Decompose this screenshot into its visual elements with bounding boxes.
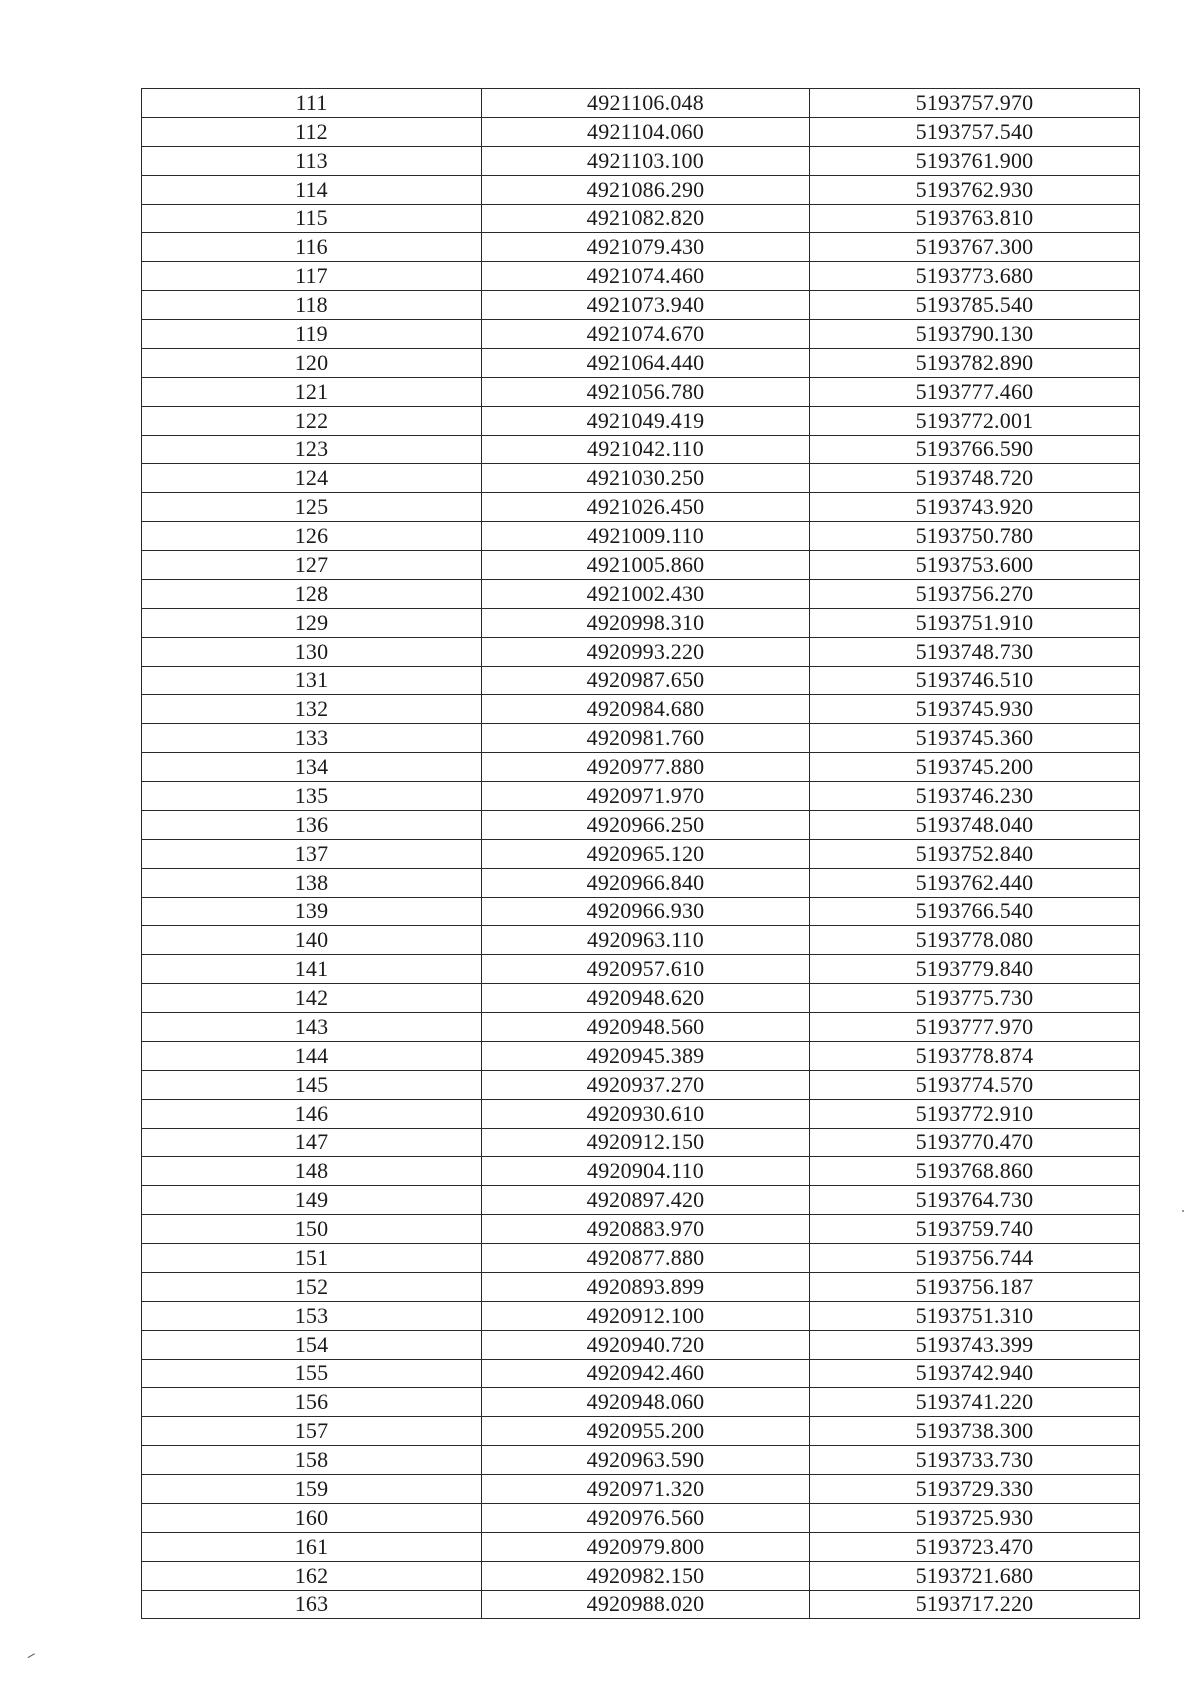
x-coordinate-cell: 4920940.720 — [482, 1330, 810, 1359]
table-row — [142, 1532, 1140, 1561]
table-row — [142, 89, 1140, 118]
point-number-cell: 158 — [142, 1446, 482, 1475]
point-number-cell: 120 — [142, 348, 482, 377]
point-number-cell: 152 — [142, 1272, 482, 1301]
x-coordinate-cell: 4921005.860 — [482, 551, 810, 580]
x-coordinate-cell: 4920912.100 — [482, 1301, 810, 1330]
x-coordinate-cell: 4921049.419 — [482, 406, 810, 435]
table-row — [142, 1041, 1140, 1070]
y-coordinate-cell: 5193752.840 — [810, 839, 1140, 868]
x-coordinate-cell: 4920979.800 — [482, 1532, 810, 1561]
y-coordinate-cell: 5193723.470 — [810, 1532, 1140, 1561]
x-coordinate-cell: 4921106.048 — [482, 89, 810, 118]
x-coordinate-cell: 4920993.220 — [482, 637, 810, 666]
y-coordinate-cell: 5193721.680 — [810, 1561, 1140, 1590]
y-coordinate-cell: 5193777.970 — [810, 1013, 1140, 1042]
table-row — [142, 1417, 1140, 1446]
point-number-cell: 130 — [142, 637, 482, 666]
y-coordinate-cell: 5193746.510 — [810, 666, 1140, 695]
point-number-cell: 154 — [142, 1330, 482, 1359]
y-coordinate-cell: 5193733.730 — [810, 1446, 1140, 1475]
table-row — [142, 1301, 1140, 1330]
table-row — [142, 608, 1140, 637]
y-coordinate-cell: 5193790.130 — [810, 320, 1140, 349]
point-number-cell: 150 — [142, 1215, 482, 1244]
y-coordinate-cell: 5193748.730 — [810, 637, 1140, 666]
x-coordinate-cell: 4921074.670 — [482, 320, 810, 349]
y-coordinate-cell: 5193748.720 — [810, 464, 1140, 493]
table-row — [142, 320, 1140, 349]
point-number-cell: 157 — [142, 1417, 482, 1446]
x-coordinate-cell: 4920987.650 — [482, 666, 810, 695]
y-coordinate-cell: 5193782.890 — [810, 348, 1140, 377]
x-coordinate-cell: 4920971.320 — [482, 1475, 810, 1504]
point-number-cell: 141 — [142, 955, 482, 984]
x-coordinate-cell: 4921073.940 — [482, 291, 810, 320]
y-coordinate-cell: 5193746.230 — [810, 782, 1140, 811]
point-number-cell: 147 — [142, 1128, 482, 1157]
point-number-cell: 116 — [142, 233, 482, 262]
table-row — [142, 1503, 1140, 1532]
table-row — [142, 493, 1140, 522]
x-coordinate-cell: 4920948.560 — [482, 1013, 810, 1042]
point-number-cell: 162 — [142, 1561, 482, 1590]
table-row — [142, 117, 1140, 146]
y-coordinate-cell: 5193717.220 — [810, 1590, 1140, 1619]
point-number-cell: 115 — [142, 204, 482, 233]
x-coordinate-cell: 4920937.270 — [482, 1070, 810, 1099]
x-coordinate-cell: 4920942.460 — [482, 1359, 810, 1388]
point-number-cell: 149 — [142, 1186, 482, 1215]
point-number-cell: 125 — [142, 493, 482, 522]
table-row — [142, 926, 1140, 955]
table-row — [142, 579, 1140, 608]
point-number-cell: 133 — [142, 724, 482, 753]
y-coordinate-cell: 5193751.310 — [810, 1301, 1140, 1330]
y-coordinate-cell: 5193762.440 — [810, 868, 1140, 897]
x-coordinate-cell: 4920965.120 — [482, 839, 810, 868]
table-row — [142, 1590, 1140, 1619]
table-row — [142, 839, 1140, 868]
x-coordinate-cell: 4921103.100 — [482, 146, 810, 175]
y-coordinate-cell: 5193756.744 — [810, 1244, 1140, 1273]
y-coordinate-cell: 5193778.874 — [810, 1041, 1140, 1070]
x-coordinate-cell: 4920982.150 — [482, 1561, 810, 1590]
point-number-cell: 134 — [142, 753, 482, 782]
x-coordinate-cell: 4921056.780 — [482, 377, 810, 406]
table-row — [142, 724, 1140, 753]
y-coordinate-cell: 5193742.940 — [810, 1359, 1140, 1388]
point-number-cell: 129 — [142, 608, 482, 637]
x-coordinate-cell: 4920988.020 — [482, 1590, 810, 1619]
point-number-cell: 119 — [142, 320, 482, 349]
table-row — [142, 1215, 1140, 1244]
table-row — [142, 1561, 1140, 1590]
point-number-cell: 139 — [142, 897, 482, 926]
x-coordinate-cell: 4921086.290 — [482, 175, 810, 204]
point-number-cell: 122 — [142, 406, 482, 435]
x-coordinate-cell: 4920977.880 — [482, 753, 810, 782]
table-row — [142, 666, 1140, 695]
point-number-cell: 146 — [142, 1099, 482, 1128]
y-coordinate-cell: 5193770.470 — [810, 1128, 1140, 1157]
y-coordinate-cell: 5193773.680 — [810, 262, 1140, 291]
x-coordinate-cell: 4920971.970 — [482, 782, 810, 811]
table-row — [142, 897, 1140, 926]
y-coordinate-cell: 5193768.860 — [810, 1157, 1140, 1186]
point-number-cell: 145 — [142, 1070, 482, 1099]
x-coordinate-cell: 4920877.880 — [482, 1244, 810, 1273]
y-coordinate-cell: 5193766.540 — [810, 897, 1140, 926]
table-row — [142, 146, 1140, 175]
point-number-cell: 111 — [142, 89, 482, 118]
table-row — [142, 984, 1140, 1013]
point-number-cell: 148 — [142, 1157, 482, 1186]
table-row — [142, 348, 1140, 377]
point-number-cell: 144 — [142, 1041, 482, 1070]
table-row — [142, 1244, 1140, 1273]
table-row — [142, 1272, 1140, 1301]
y-coordinate-cell: 5193741.220 — [810, 1388, 1140, 1417]
y-coordinate-cell: 5193756.187 — [810, 1272, 1140, 1301]
point-number-cell: 121 — [142, 377, 482, 406]
table-row — [142, 175, 1140, 204]
y-coordinate-cell: 5193775.730 — [810, 984, 1140, 1013]
table-row — [142, 233, 1140, 262]
y-coordinate-cell: 5193762.930 — [810, 175, 1140, 204]
table-row — [142, 1186, 1140, 1215]
x-coordinate-cell: 4920998.310 — [482, 608, 810, 637]
x-coordinate-cell: 4921082.820 — [482, 204, 810, 233]
point-number-cell: 131 — [142, 666, 482, 695]
y-coordinate-cell: 5193753.600 — [810, 551, 1140, 580]
point-number-cell: 127 — [142, 551, 482, 580]
point-number-cell: 140 — [142, 926, 482, 955]
x-coordinate-cell: 4921074.460 — [482, 262, 810, 291]
table-row — [142, 1099, 1140, 1128]
x-coordinate-cell: 4920948.060 — [482, 1388, 810, 1417]
scan-artifact-mark — [28, 1653, 37, 1660]
table-row — [142, 1475, 1140, 1504]
y-coordinate-cell: 5193763.810 — [810, 204, 1140, 233]
point-number-cell: 128 — [142, 579, 482, 608]
point-number-cell: 138 — [142, 868, 482, 897]
x-coordinate-cell: 4920897.420 — [482, 1186, 810, 1215]
table-row — [142, 955, 1140, 984]
x-coordinate-cell: 4920893.899 — [482, 1272, 810, 1301]
y-coordinate-cell: 5193738.300 — [810, 1417, 1140, 1446]
x-coordinate-cell: 4920984.680 — [482, 695, 810, 724]
x-coordinate-cell: 4921079.430 — [482, 233, 810, 262]
coordinates-table — [141, 88, 1140, 1619]
y-coordinate-cell: 5193764.730 — [810, 1186, 1140, 1215]
x-coordinate-cell: 4920966.250 — [482, 810, 810, 839]
table-row — [142, 753, 1140, 782]
point-number-cell: 155 — [142, 1359, 482, 1388]
point-number-cell: 163 — [142, 1590, 482, 1619]
table-row — [142, 1446, 1140, 1475]
point-number-cell: 136 — [142, 810, 482, 839]
y-coordinate-cell: 5193759.740 — [810, 1215, 1140, 1244]
x-coordinate-cell: 4920945.389 — [482, 1041, 810, 1070]
table-row — [142, 1330, 1140, 1359]
x-coordinate-cell: 4920957.610 — [482, 955, 810, 984]
table-row — [142, 377, 1140, 406]
point-number-cell: 142 — [142, 984, 482, 1013]
x-coordinate-cell: 4921009.110 — [482, 522, 810, 551]
x-coordinate-cell: 4920966.930 — [482, 897, 810, 926]
y-coordinate-cell: 5193778.080 — [810, 926, 1140, 955]
point-number-cell: 132 — [142, 695, 482, 724]
point-number-cell: 112 — [142, 117, 482, 146]
y-coordinate-cell: 5193757.540 — [810, 117, 1140, 146]
point-number-cell: 124 — [142, 464, 482, 493]
x-coordinate-cell: 4920976.560 — [482, 1503, 810, 1532]
point-number-cell: 161 — [142, 1532, 482, 1561]
point-number-cell: 113 — [142, 146, 482, 175]
y-coordinate-cell: 5193772.910 — [810, 1099, 1140, 1128]
table-row — [142, 695, 1140, 724]
x-coordinate-cell: 4920930.610 — [482, 1099, 810, 1128]
table-row — [142, 262, 1140, 291]
table-row — [142, 1128, 1140, 1157]
x-coordinate-cell: 4921042.110 — [482, 435, 810, 464]
y-coordinate-cell: 5193743.920 — [810, 493, 1140, 522]
y-coordinate-cell: 5193757.970 — [810, 89, 1140, 118]
table-row — [142, 204, 1140, 233]
table-row — [142, 810, 1140, 839]
y-coordinate-cell: 5193745.360 — [810, 724, 1140, 753]
x-coordinate-cell: 4921026.450 — [482, 493, 810, 522]
table-row — [142, 637, 1140, 666]
y-coordinate-cell: 5193767.300 — [810, 233, 1140, 262]
y-coordinate-cell: 5193748.040 — [810, 810, 1140, 839]
table-row — [142, 1359, 1140, 1388]
y-coordinate-cell: 5193745.200 — [810, 753, 1140, 782]
y-coordinate-cell: 5193743.399 — [810, 1330, 1140, 1359]
y-coordinate-cell: 5193761.900 — [810, 146, 1140, 175]
point-number-cell: 153 — [142, 1301, 482, 1330]
point-number-cell: 117 — [142, 262, 482, 291]
table-row — [142, 435, 1140, 464]
point-number-cell: 114 — [142, 175, 482, 204]
x-coordinate-cell: 4920981.760 — [482, 724, 810, 753]
point-number-cell: 118 — [142, 291, 482, 320]
point-number-cell: 123 — [142, 435, 482, 464]
y-coordinate-cell: 5193779.840 — [810, 955, 1140, 984]
y-coordinate-cell: 5193772.001 — [810, 406, 1140, 435]
x-coordinate-cell: 4920963.590 — [482, 1446, 810, 1475]
x-coordinate-cell: 4920904.110 — [482, 1157, 810, 1186]
y-coordinate-cell: 5193777.460 — [810, 377, 1140, 406]
table-row — [142, 464, 1140, 493]
x-coordinate-cell: 4920912.150 — [482, 1128, 810, 1157]
point-number-cell: 137 — [142, 839, 482, 868]
y-coordinate-cell: 5193745.930 — [810, 695, 1140, 724]
point-number-cell: 143 — [142, 1013, 482, 1042]
x-coordinate-cell: 4921064.440 — [482, 348, 810, 377]
y-coordinate-cell: 5193725.930 — [810, 1503, 1140, 1532]
table-row — [142, 1013, 1140, 1042]
point-number-cell: 159 — [142, 1475, 482, 1504]
x-coordinate-cell: 4920963.110 — [482, 926, 810, 955]
point-number-cell: 135 — [142, 782, 482, 811]
scan-artifact-dot — [1182, 1210, 1184, 1212]
y-coordinate-cell: 5193785.540 — [810, 291, 1140, 320]
x-coordinate-cell: 4921002.430 — [482, 579, 810, 608]
table-row — [142, 551, 1140, 580]
y-coordinate-cell: 5193774.570 — [810, 1070, 1140, 1099]
x-coordinate-cell: 4921030.250 — [482, 464, 810, 493]
table-row — [142, 782, 1140, 811]
coordinates-table-body — [142, 89, 1140, 1619]
y-coordinate-cell: 5193756.270 — [810, 579, 1140, 608]
x-coordinate-cell: 4920955.200 — [482, 1417, 810, 1446]
point-number-cell: 151 — [142, 1244, 482, 1273]
point-number-cell: 156 — [142, 1388, 482, 1417]
y-coordinate-cell: 5193729.330 — [810, 1475, 1140, 1504]
point-number-cell: 160 — [142, 1503, 482, 1532]
x-coordinate-cell: 4920966.840 — [482, 868, 810, 897]
x-coordinate-cell: 4921104.060 — [482, 117, 810, 146]
table-row — [142, 1070, 1140, 1099]
point-number-cell: 126 — [142, 522, 482, 551]
table-row — [142, 1388, 1140, 1417]
y-coordinate-cell: 5193766.590 — [810, 435, 1140, 464]
table-row — [142, 522, 1140, 551]
x-coordinate-cell: 4920883.970 — [482, 1215, 810, 1244]
table-row — [142, 291, 1140, 320]
y-coordinate-cell: 5193750.780 — [810, 522, 1140, 551]
x-coordinate-cell: 4920948.620 — [482, 984, 810, 1013]
table-row — [142, 868, 1140, 897]
table-row — [142, 406, 1140, 435]
table-row — [142, 1157, 1140, 1186]
y-coordinate-cell: 5193751.910 — [810, 608, 1140, 637]
